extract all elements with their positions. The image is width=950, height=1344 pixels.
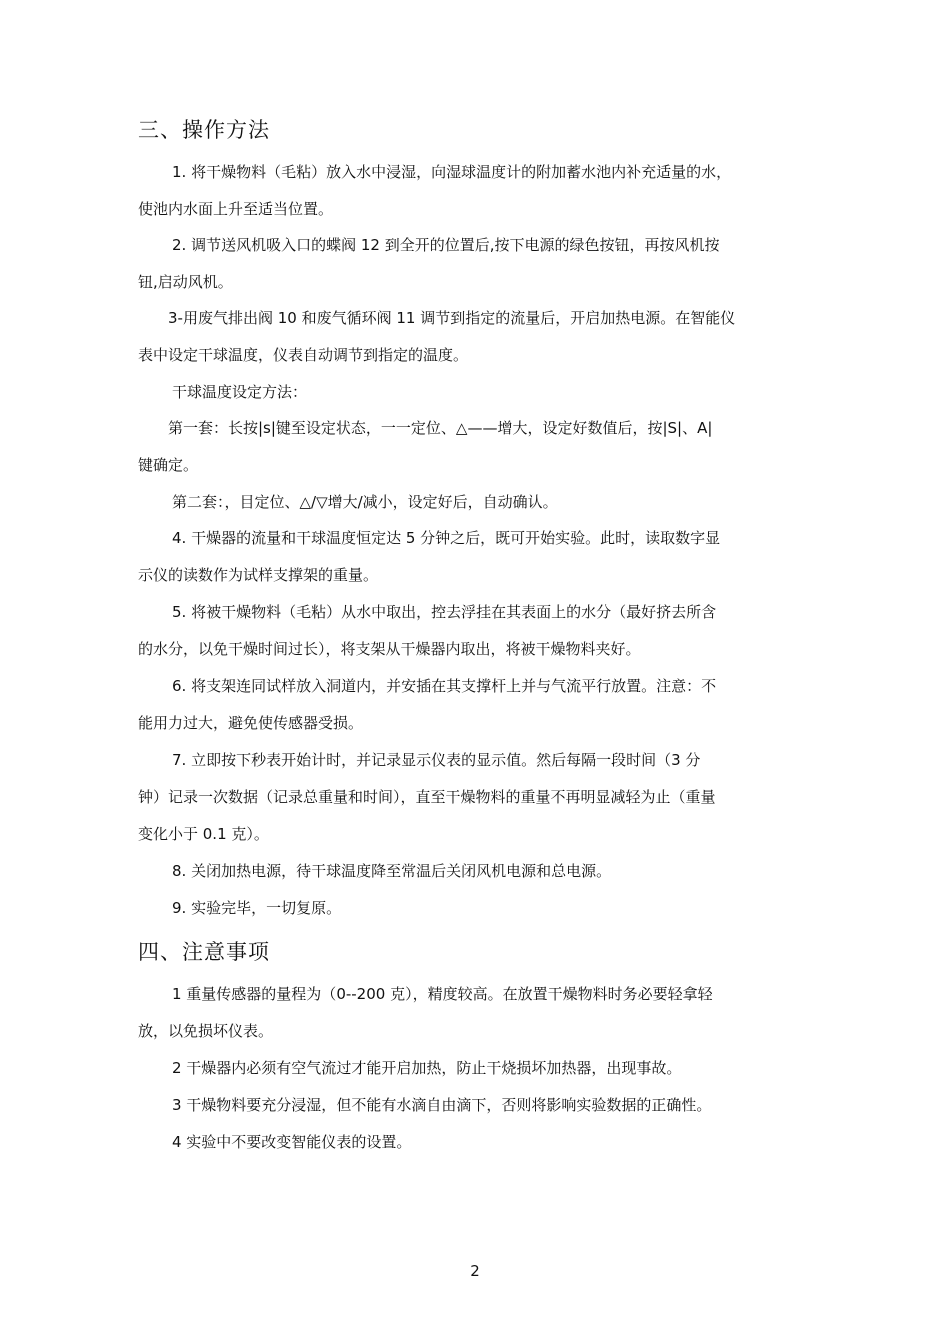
step-6 [138, 668, 818, 742]
step-1-line-1: 1. 将干燥物料（毛粘）放入水中浸湿，向湿球温度计的附加蓄水池内补充适量的水， [172, 163, 732, 181]
step-9 [138, 890, 818, 927]
step-7-line-2: 钟）记录一次数据（记录总重量和时间），直至干燥物料的重量不再明显减轻为止（重量 [138, 788, 716, 806]
step-4-line-2: 示仪的读数作为试样支撑架的重量。 [138, 566, 379, 584]
step-2-line-2: 钮,启动风机。 [138, 273, 233, 291]
step-8 [138, 853, 818, 890]
step-3 [138, 300, 818, 374]
step-4-line-1: 4. 干燥器的流量和干球温度恒定达 5 分钟之后，既可开始实验。此时，读取数字显 [172, 529, 721, 547]
step-5 [138, 594, 818, 668]
note-1-line-1: 1 重量传感器的量程为（0--200 克），精度较高。在放置干燥物料时务必要轻拿轻 [172, 985, 713, 1003]
setting-method-heading [138, 374, 818, 411]
note-4-text: 4 实验中不要改变智能仪表的设置。 [172, 1133, 412, 1151]
step-7 [138, 742, 818, 853]
step-5-line-2: 的水分，以免干燥时间过长），将支架从干燥器内取出，将被干燥物料夹好。 [138, 640, 641, 658]
section-3-heading: 三、操作方法 [138, 118, 270, 142]
step-1 [138, 154, 818, 228]
step-4 [138, 520, 818, 594]
step-6-line-1: 6. 将支架连同试样放入洞道内，并安插在其支撑杆上并与气流平行放置。注意：不 [172, 677, 717, 695]
setting-method-2-text: 第二套：，目定位、△/▽增大/减小，设定好后，自动确认。 [172, 493, 558, 511]
setting-method-text: 干球温度设定方法： [172, 383, 308, 401]
setting-method-1 [138, 410, 818, 484]
step-7-line-3: 变化小于 0.1 克）。 [138, 825, 269, 843]
step-1-line-2: 使池内水面上升至适当位置。 [138, 200, 334, 218]
setting-method-1-line-2: 键确定。 [138, 456, 199, 474]
note-1-line-2: 放，以免损坏仪表。 [138, 1022, 274, 1040]
note-3-text: 3 干燥物料要充分浸湿，但不能有水滴自由滴下，否则将影响实验数据的正确性。 [172, 1096, 712, 1114]
setting-method-2 [138, 484, 818, 521]
note-2-text: 2 干燥器内必须有空气流过才能开启加热，防止干烧损坏加热器，出现事故。 [172, 1059, 682, 1077]
step-6-line-2: 能用力过大，避免使传感器受损。 [138, 714, 364, 732]
step-2-line-1: 2. 调节送风机吸入口的蝶阀 12 到全开的位置后,按下电源的绿色按钮，再按风机按 [172, 236, 720, 254]
note-4 [138, 1124, 818, 1161]
step-8-text: 8. 关闭加热电源，待干球温度降至常温后关闭风机电源和总电源。 [172, 862, 612, 880]
setting-method-1-line-1: 第一套：长按|s|键至设定状态，一一定位、△——增大，设定好数值后，按|S|、A| [168, 419, 713, 437]
note-2 [138, 1050, 818, 1087]
section-4-heading: 四、注意事项 [138, 940, 270, 964]
step-7-line-1: 7. 立即按下秒表开始计时，并记录显示仪表的显示值。然后每隔一段时间（3 分 [172, 751, 701, 769]
note-1 [138, 976, 818, 1050]
note-3 [138, 1087, 818, 1124]
step-9-text: 9. 实验完毕，一切复原。 [172, 899, 342, 917]
step-3-line-2: 表中设定干球温度，仪表自动调节到指定的温度。 [138, 346, 469, 364]
step-3-line-1: 3-用废气排出阀 10 和废气循环阀 11 调节到指定的流量后，开启加热电源。在智能仪 [168, 309, 736, 327]
step-2 [138, 227, 818, 301]
page-number: 2 [470, 1262, 480, 1280]
step-5-line-1: 5. 将被干燥物料（毛粘）从水中取出，控去浮挂在其表面上的水分（最好挤去所含 [172, 603, 717, 621]
